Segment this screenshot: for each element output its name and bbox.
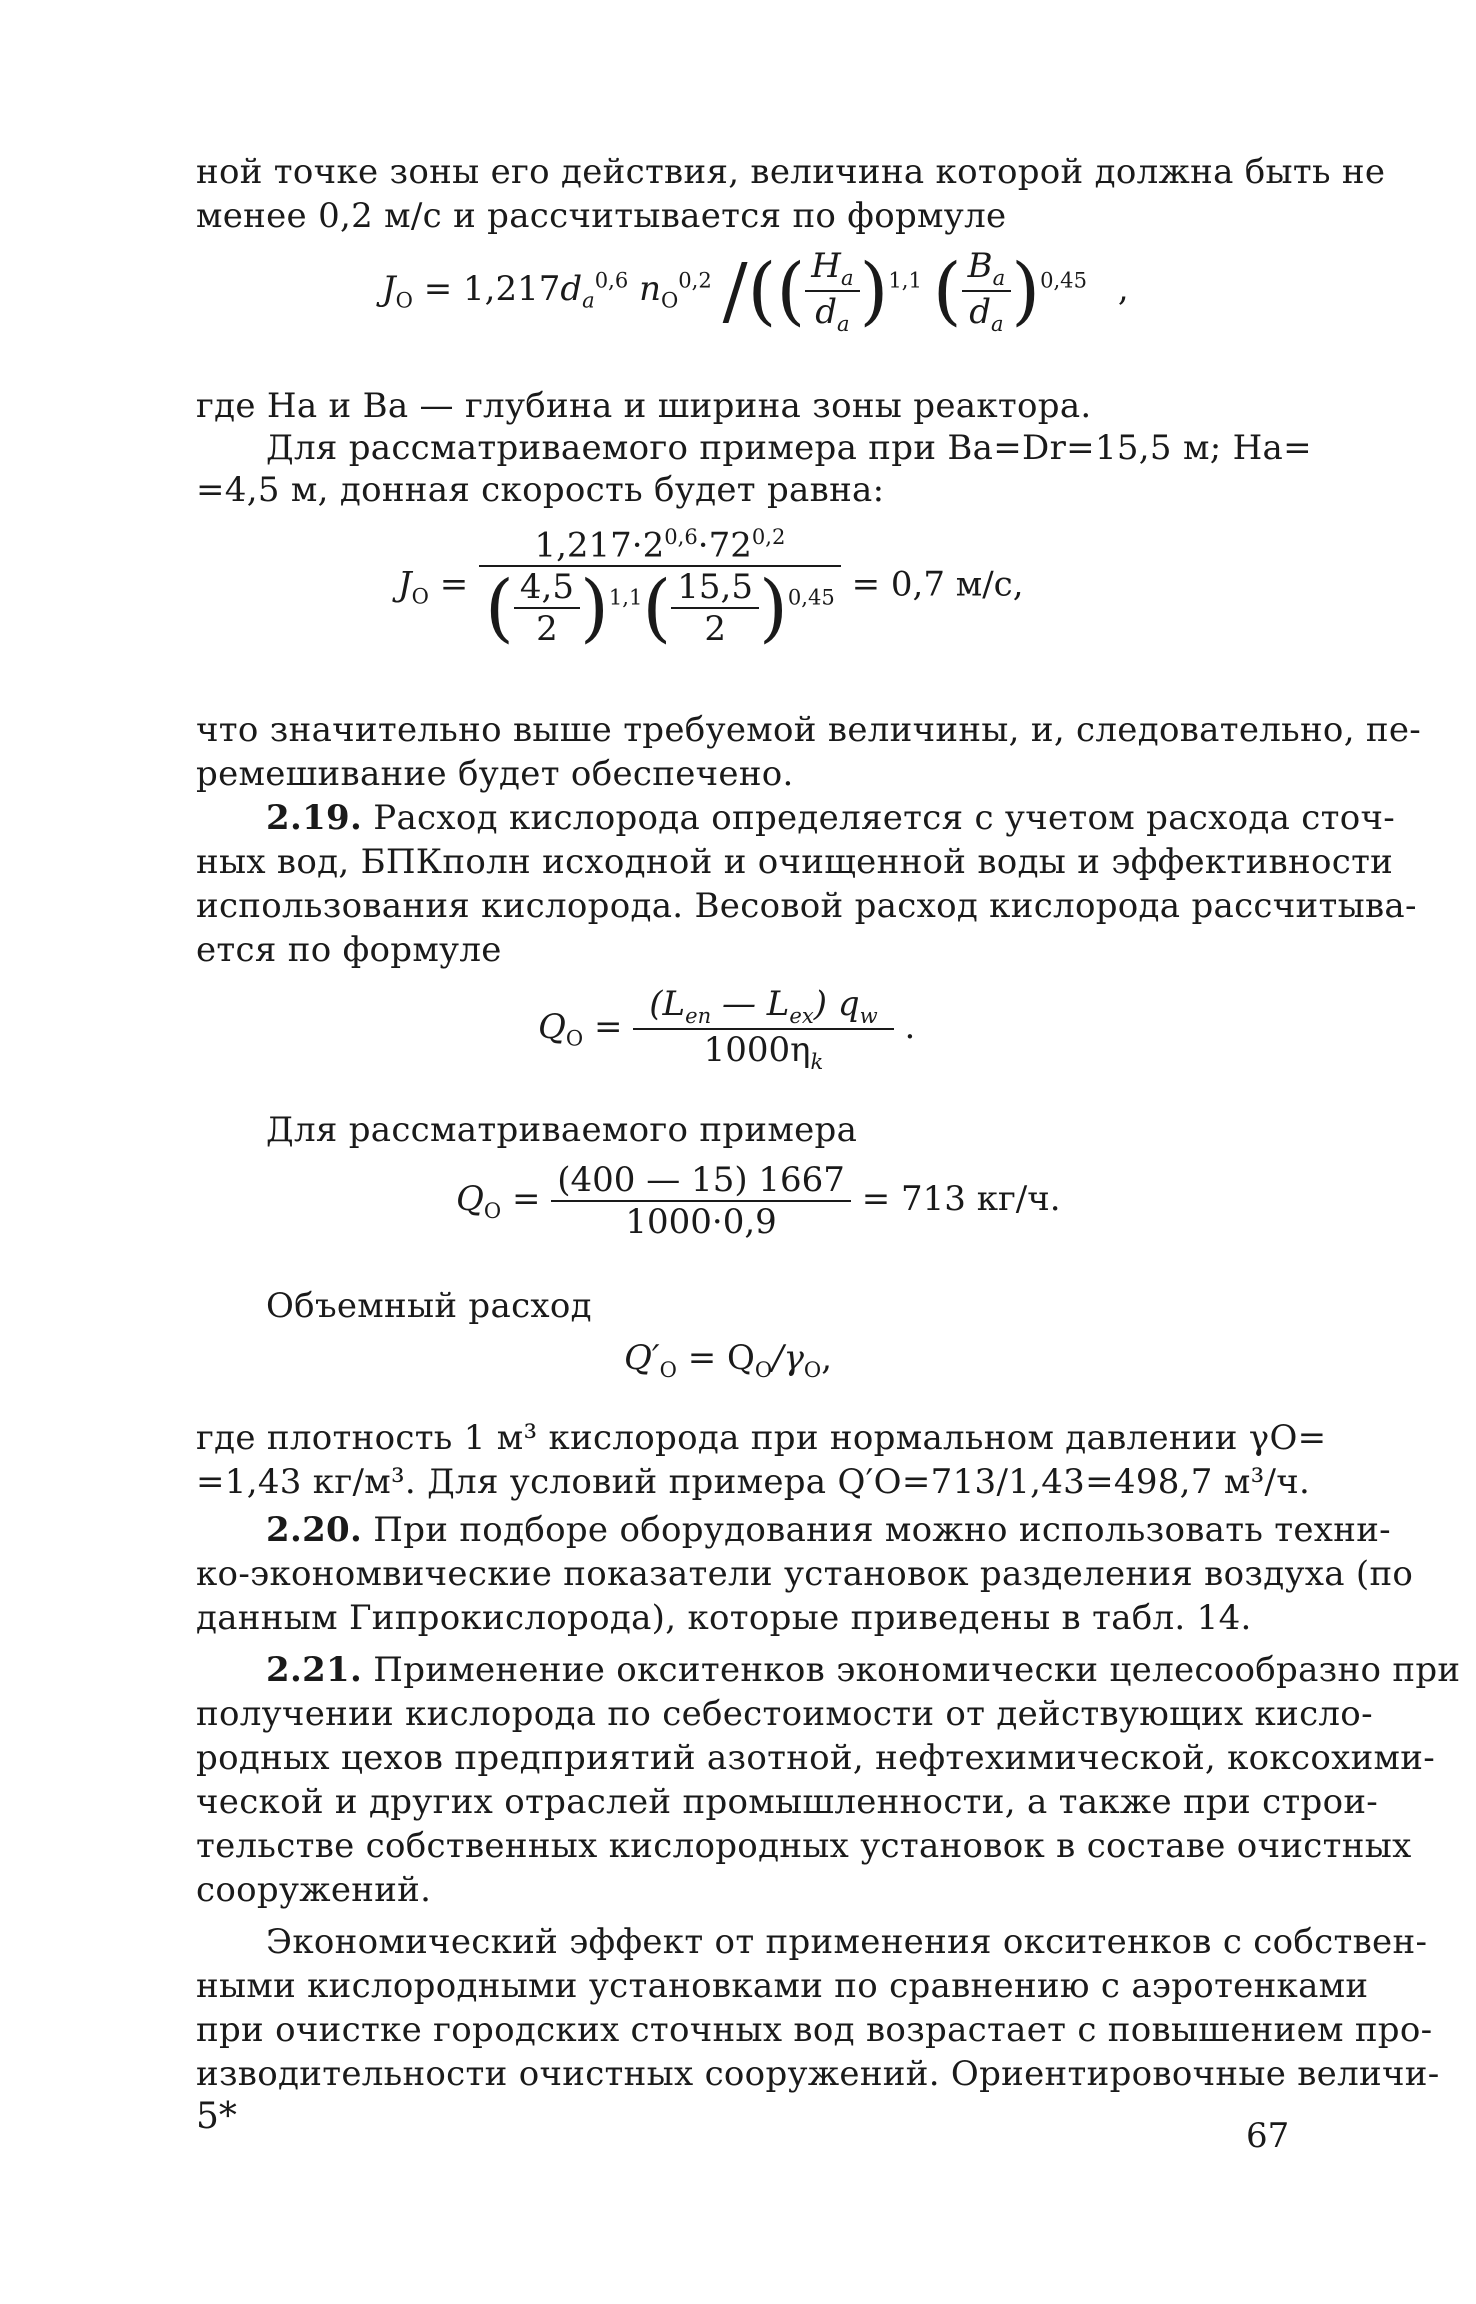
text-line: что значительно выше требуемой величины, и, следовательно, пе- [196, 710, 1422, 750]
text-line: =4,5 м, донная скорость будет равна: [196, 470, 885, 510]
section-number: 2.19. [266, 798, 363, 838]
text-line: при очистке городских сточных вод возрастает с повышением про- [196, 2010, 1433, 2050]
text-line: использования кислорода. Весовой расход кислорода рассчитыва- [196, 886, 1417, 926]
text-line: Экономический эффект от применения окситенков с собствен- [266, 1922, 1428, 1962]
text-line: получении кислорода по себестоимости от действующих кисло- [196, 1694, 1373, 1734]
text-line: родных цехов предприятий азотной, нефтехимической, коксохими- [196, 1738, 1436, 1778]
formula-oxygen-velocity: $J_O = 1,217d_a^{0,6}$ $n_O^{0,2}$ /(( $\frac{H_a}{d_a}$ )$^{1,1}$ ( $\frac{B_a}{d_a}$ )$^{0,45}$ , [382, 246, 1129, 336]
formula-oxygen-consumption: $Q_O$ = $\frac{(L_{en} — L_{ex}) q_w}{1000\eta_k}$ . [538, 984, 916, 1074]
text-line: Для рассматриваемого примера [266, 1110, 858, 1150]
text-line: сооружений. [196, 1870, 432, 1910]
text-line: ными кислородными установками по сравнению с аэротенками [196, 1966, 1369, 2006]
text-line [266, 1508, 1391, 1552]
page-number: 67 [1246, 2116, 1290, 2156]
text-line: ко-экономвические показатели установок разделения воздуха (по [196, 1554, 1414, 1594]
text-line: Для рассматриваемого примера при Ba=Dr=15,5 м; Ha= [266, 428, 1312, 468]
text-line: менее 0,2 м/с и рассчитывается по формуле [196, 196, 1007, 236]
text-line [266, 796, 1396, 840]
text-line: ется по формуле [196, 930, 502, 970]
text-line: изводительности очистных сооружений. Ориентировочные величи- [196, 2054, 1440, 2094]
signature-mark: 5* [196, 2096, 237, 2137]
text-line [266, 1648, 1461, 1692]
text-line: Объемный расход [266, 1286, 592, 1326]
text-span: Расход кислорода определяется с учетом расхода сточ- [362, 798, 1396, 838]
text-line: =1,43 кг/м³. Для условий примера Q′O=713/1,43=498,7 м³/ч. [196, 1462, 1311, 1502]
text-line: ческой и других отраслей промышленности, а также при строи- [196, 1782, 1379, 1822]
text-line: ных вод, БПКполн исходной и очищенной воды и эффективности [196, 842, 1394, 882]
text-line: ремешивание будет обеспечено. [196, 754, 794, 794]
formula-example-consumption: $Q_O$ = $\frac{(400 — 15) 1667}{1000\cdot 0,9}$ = 713 кг/ч. [456, 1160, 1061, 1242]
text-line: ной точке зоны его действия, величина которой должна быть не [196, 152, 1386, 192]
text-span: При подборе оборудования можно использовать техни- [362, 1510, 1391, 1550]
formula-bottom-velocity: $J_O$ = $1,217\cdot 2^{0,6}\cdot 72^{0,2}$ ( $\frac{4,5}{2}$ )$^{1,1}$( $\frac{15,5}{2}$ )$^{0,45}$ = 0,7 м/с, [398, 524, 1024, 652]
text-line: тельстве собственных кислородных установок в составе очистных [196, 1826, 1412, 1866]
section-number: 2.20. [266, 1510, 363, 1550]
text-line: где плотность 1 м³ кислорода при нормальном давлении γO= [196, 1418, 1327, 1458]
section-number: 2.21. [266, 1650, 363, 1690]
text-line: данным Гипрокислорода), которые приведены в табл. 14. [196, 1598, 1252, 1638]
text-span: Применение окситенков экономически целесообразно при [362, 1650, 1461, 1690]
text-line: где Hа и Bа — глубина и ширина зоны реактора. [196, 386, 1092, 426]
formula-volume-consumption: $Q'_O = Q_O/\gamma_O$, [624, 1338, 833, 1382]
